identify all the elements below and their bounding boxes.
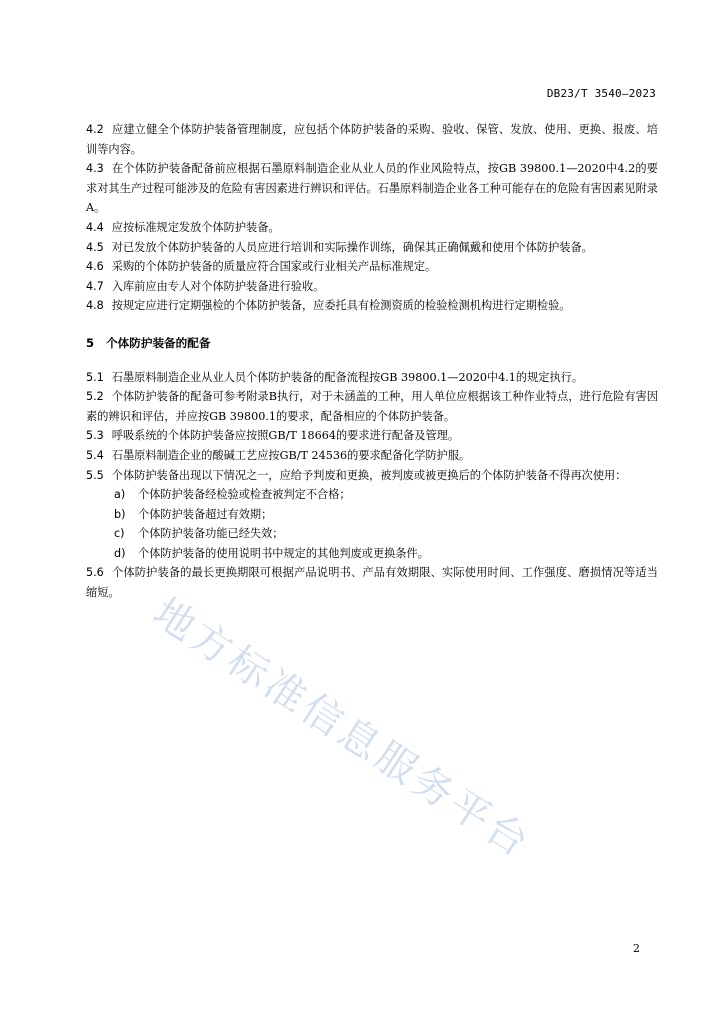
clause-text: 按规定应进行定期强检的个体防护装备，应委托具有检测资质的检验检测机构进行定期检验。 (111, 299, 571, 313)
clause-4-8 (86, 296, 658, 316)
list-marker: d) (114, 546, 126, 560)
clause-number: 5.1 (86, 370, 104, 384)
clause-5-3 (86, 426, 658, 446)
clause-text: 入库前应由专人对个体防护装备进行验收。 (111, 279, 325, 293)
list-marker: c) (114, 527, 125, 541)
clause-5-6 (86, 563, 658, 602)
clause-number: 5.6 (86, 566, 104, 580)
clause-5-4 (86, 446, 658, 466)
clause-text: 应建立健全个体防护装备管理制度，应包括个体防护装备的采购、验收、保管、发放、使用、更换、报废、培训等内容。 (86, 123, 658, 156)
clause-number: 4.7 (86, 279, 104, 293)
clause-4-3 (86, 159, 658, 218)
clause-4-4 (86, 218, 658, 238)
clause-text: 对已发放个体防护装备的人员应进行培训和实际操作训练，确保其正确佩戴和使用个体防护装备。 (111, 240, 593, 254)
clause-text: 个体防护装备出现以下情况之一，应给予判废和更换，被判废或被更换后的个体防护装备不得再次使用： (111, 468, 627, 482)
list-item-d (86, 544, 658, 564)
list-item-text: 个体防护装备超过有效期； (138, 507, 273, 521)
section-heading (86, 334, 658, 354)
list-item-b (86, 505, 658, 525)
clause-number: 4.5 (86, 240, 104, 254)
clause-4-5 (86, 238, 658, 258)
clause-number: 4.4 (86, 220, 104, 234)
clause-text: 个体防护装备的配备可参考附录B执行，对于未涵盖的工种，用人单位应根据该工种作业特点，进行危险有害因素的辨识和评估，并应按GB 39800.1的要求，配备相应的个体防护装备。 (86, 390, 658, 423)
clause-text: 呼吸系统的个体防护装备应按照GB/T 18664的要求进行配备及管理。 (111, 429, 460, 443)
clause-number: 5.2 (86, 390, 104, 404)
clause-text: 在个体防护装备配备前应根据石墨原料制造企业从业人员的作业风险特点，按GB 39800.1—2020中4.2的要求对其生产过程可能涉及的危险有害因素进行辨识和评估。石墨原料制造企业各工种可能存在的危险有害因素见附录A。 (86, 162, 658, 215)
clause-text: 石墨原料制造企业从业人员个体防护装备的配备流程按GB 39800.1—2020中4.1的规定执行。 (111, 370, 584, 384)
list-item-c (86, 524, 658, 544)
list-item-text: 个体防护装备功能已经失效； (138, 527, 284, 541)
watermark: 地方标准信息服务平台 (145, 589, 540, 868)
clause-number: 4.8 (86, 299, 104, 313)
document-code: DB23/T 3540—2023 (546, 87, 656, 100)
list-item-text: 个体防护装备的使用说明书中规定的其他判废或更换条件。 (138, 546, 429, 560)
document-body (86, 120, 658, 603)
clause-5-5 (86, 466, 658, 486)
clause-text: 石墨原料制造企业的酸碱工艺应按GB/T 24536的要求配备化学防护服。 (111, 448, 471, 462)
clause-text: 采购的个体防护装备的质量应符合国家或行业相关产品标准规定。 (111, 260, 437, 274)
clause-number: 5.3 (86, 429, 104, 443)
clause-text: 应按标准规定发放个体防护装备。 (111, 220, 280, 234)
clause-4-7 (86, 277, 658, 297)
section-number: 5 (86, 335, 95, 350)
list-marker: b) (114, 507, 126, 521)
list-item-a (86, 485, 658, 505)
clause-number: 5.5 (86, 468, 104, 482)
page-number: 2 (633, 942, 640, 955)
clause-number: 4.3 (86, 162, 104, 176)
clause-4-2 (86, 120, 658, 159)
clause-5-2 (86, 387, 658, 426)
clause-text: 个体防护装备的最长更换期限可根据产品说明书、产品有效期限、实际使用时间、工作强度、磨损情况等适当缩短。 (86, 566, 658, 600)
clause-number: 4.2 (86, 123, 104, 136)
list-item-text: 个体防护装备经检验或检查被判定不合格； (138, 488, 351, 502)
section-title: 个体防护装备的配备 (106, 335, 211, 350)
clause-number: 5.4 (86, 448, 104, 462)
list-marker: a) (114, 488, 126, 502)
clause-4-6 (86, 257, 658, 277)
clause-5-1 (86, 368, 658, 388)
clause-number: 4.6 (86, 260, 104, 274)
